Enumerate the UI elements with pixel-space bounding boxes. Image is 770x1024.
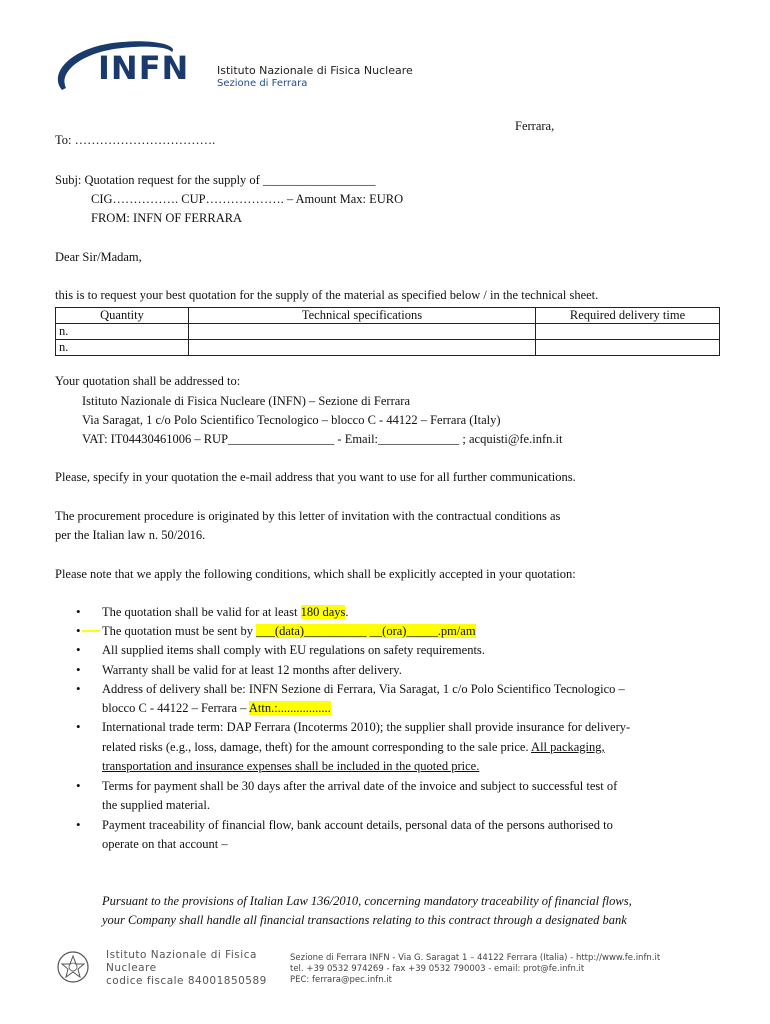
bullet-icon: • bbox=[76, 642, 81, 657]
condition-deadline: The quotation must be sent by ___(data)__________ __(ora)_____.pm/am bbox=[102, 624, 476, 638]
table-row bbox=[56, 340, 720, 356]
highlight-deadline: ___(data)__________ __(ora)_____.pm/am bbox=[256, 624, 476, 638]
condition-delivery-address-1: Address of delivery shall be: INFN Sezione di Ferrara, Via Saragat, 1 c/o Polo Scientifico Tecnologico – bbox=[102, 682, 625, 696]
footer-pec: PEC: ferrara@pec.infn.it bbox=[290, 975, 392, 985]
infn-logo bbox=[52, 38, 190, 98]
condition-trade-term-2: related risks (e.g., loss, damage, theft) for the amount corresponding to the sale price. All packaging, bbox=[102, 740, 605, 754]
condition-trade-term-1: International trade term: DAP Ferrara (Incoterms 2010); the supplier shall provide insurance for delivery- bbox=[102, 720, 631, 734]
republic-emblem bbox=[56, 950, 90, 984]
highlight-days: 180 days bbox=[300, 605, 346, 619]
recipient-line: To: ……………………………. bbox=[55, 133, 216, 147]
condition-warranty: Warranty shall be valid for at least 12 months after delivery. bbox=[102, 663, 402, 677]
procurement-line-2: per the Italian law n. 50/2016. bbox=[55, 528, 206, 542]
highlight-attn: Attn.:................. bbox=[248, 701, 331, 715]
subject-line-3: FROM: INFN OF FERRARA bbox=[91, 211, 243, 225]
column-header-delivery-time: Required delivery time bbox=[536, 308, 720, 324]
conditions-intro: Please note that we apply the following conditions, which shall be explicitly accepted in your quotation: bbox=[55, 567, 576, 581]
table-row bbox=[56, 324, 720, 340]
quotation-table bbox=[55, 307, 720, 356]
bullet-icon: • bbox=[76, 623, 81, 638]
institute-name: Istituto Nazionale di Fisica Nucleare bbox=[217, 64, 413, 77]
procurement-line-1: The procurement procedure is originated by this letter of invitation with the contractual conditions as bbox=[55, 509, 561, 523]
footer-address: Sezione di Ferrara INFN - Via G. Saragat 1 – 44122 Ferrara (Italia) - http://www.fe.infn.it bbox=[290, 953, 661, 963]
table-cell: n. bbox=[56, 324, 189, 340]
condition-delivery-address-2: blocco C - 44122 – Ferrara – Attn.:................. bbox=[102, 701, 331, 715]
condition-traceability-1: Payment traceability of financial flow, bank account details, personal data of the persons authorised to bbox=[102, 818, 613, 832]
condition-payment-terms-1: Terms for payment shall be 30 days after the arrival date of the invoice and subject to successful test of bbox=[102, 779, 618, 793]
bullet-icon: • bbox=[76, 604, 81, 619]
address-line-2: Via Saragat, 1 c/o Polo Scientifico Tecnologico – blocco C - 44122 – Ferrara (Italy) bbox=[82, 413, 501, 427]
table-cell: n. bbox=[56, 340, 189, 356]
address-heading: Your quotation shall be addressed to: bbox=[55, 374, 241, 388]
bullet-icon: • bbox=[76, 817, 81, 832]
footer-institute-line-2: Nucleare bbox=[106, 962, 157, 974]
condition-payment-terms-2: the supplied material. bbox=[102, 798, 210, 812]
subject-line-2: CIG……………. CUP………………. – Amount Max: EURO bbox=[91, 192, 404, 206]
footer-tax-code: codice fiscale 84001850589 bbox=[106, 975, 267, 987]
logo-text: INFN bbox=[98, 49, 190, 87]
condition-trade-term-3: transportation and insurance expenses shall be included in the quoted price. bbox=[102, 759, 480, 773]
highlight-mark bbox=[82, 630, 100, 632]
bullet-icon: • bbox=[76, 719, 81, 734]
table-cell bbox=[189, 340, 536, 356]
traceability-line-2: your Company shall handle all financial transactions relating to this contract through a designated bank bbox=[102, 913, 627, 927]
salutation: Dear Sir/Madam, bbox=[55, 250, 142, 264]
condition-traceability-2: operate on that account – bbox=[102, 837, 228, 851]
condition-validity: The quotation shall be valid for at least 180 days. bbox=[102, 605, 349, 619]
address-line-3: VAT: IT04430461006 – RUP_________________ - Email:_____________ ; acquisti@fe.infn.it bbox=[82, 432, 563, 446]
subject-line-1: Subj: Quotation request for the supply of __________________ bbox=[55, 173, 376, 187]
traceability-line-1: Pursuant to the provisions of Italian Law 136/2010, concerning mandatory traceability of financial flows, bbox=[102, 894, 632, 908]
place-date: Ferrara, bbox=[515, 119, 555, 133]
email-note: Please, specify in your quotation the e-mail address that you want to use for all further communications. bbox=[55, 470, 576, 484]
bullet-icon: • bbox=[76, 778, 81, 793]
bullet-icon: • bbox=[76, 681, 81, 696]
footer-contacts: tel. +39 0532 974269 - fax +39 0532 790003 - email: prot@fe.infn.it bbox=[290, 964, 585, 974]
footer-institute-line-1: Istituto Nazionale di Fisica bbox=[106, 949, 257, 961]
table-cell bbox=[189, 324, 536, 340]
section-name: Sezione di Ferrara bbox=[217, 78, 308, 89]
table-cell bbox=[536, 340, 720, 356]
footer-left bbox=[106, 949, 267, 988]
condition-eu-compliance: All supplied items shall comply with EU regulations on safety requirements. bbox=[102, 643, 485, 657]
intro-paragraph: this is to request your best quotation for the supply of the material as specified below / in the technical sheet. bbox=[55, 288, 599, 302]
address-line-1: Istituto Nazionale di Fisica Nucleare (INFN) – Sezione di Ferrara bbox=[82, 394, 411, 408]
table-header-row bbox=[56, 308, 720, 324]
footer-right bbox=[290, 953, 660, 986]
column-header-quantity: Quantity bbox=[56, 308, 189, 324]
column-header-specifications: Technical specifications bbox=[189, 308, 536, 324]
bullet-icon: • bbox=[76, 662, 81, 677]
table-cell bbox=[536, 324, 720, 340]
